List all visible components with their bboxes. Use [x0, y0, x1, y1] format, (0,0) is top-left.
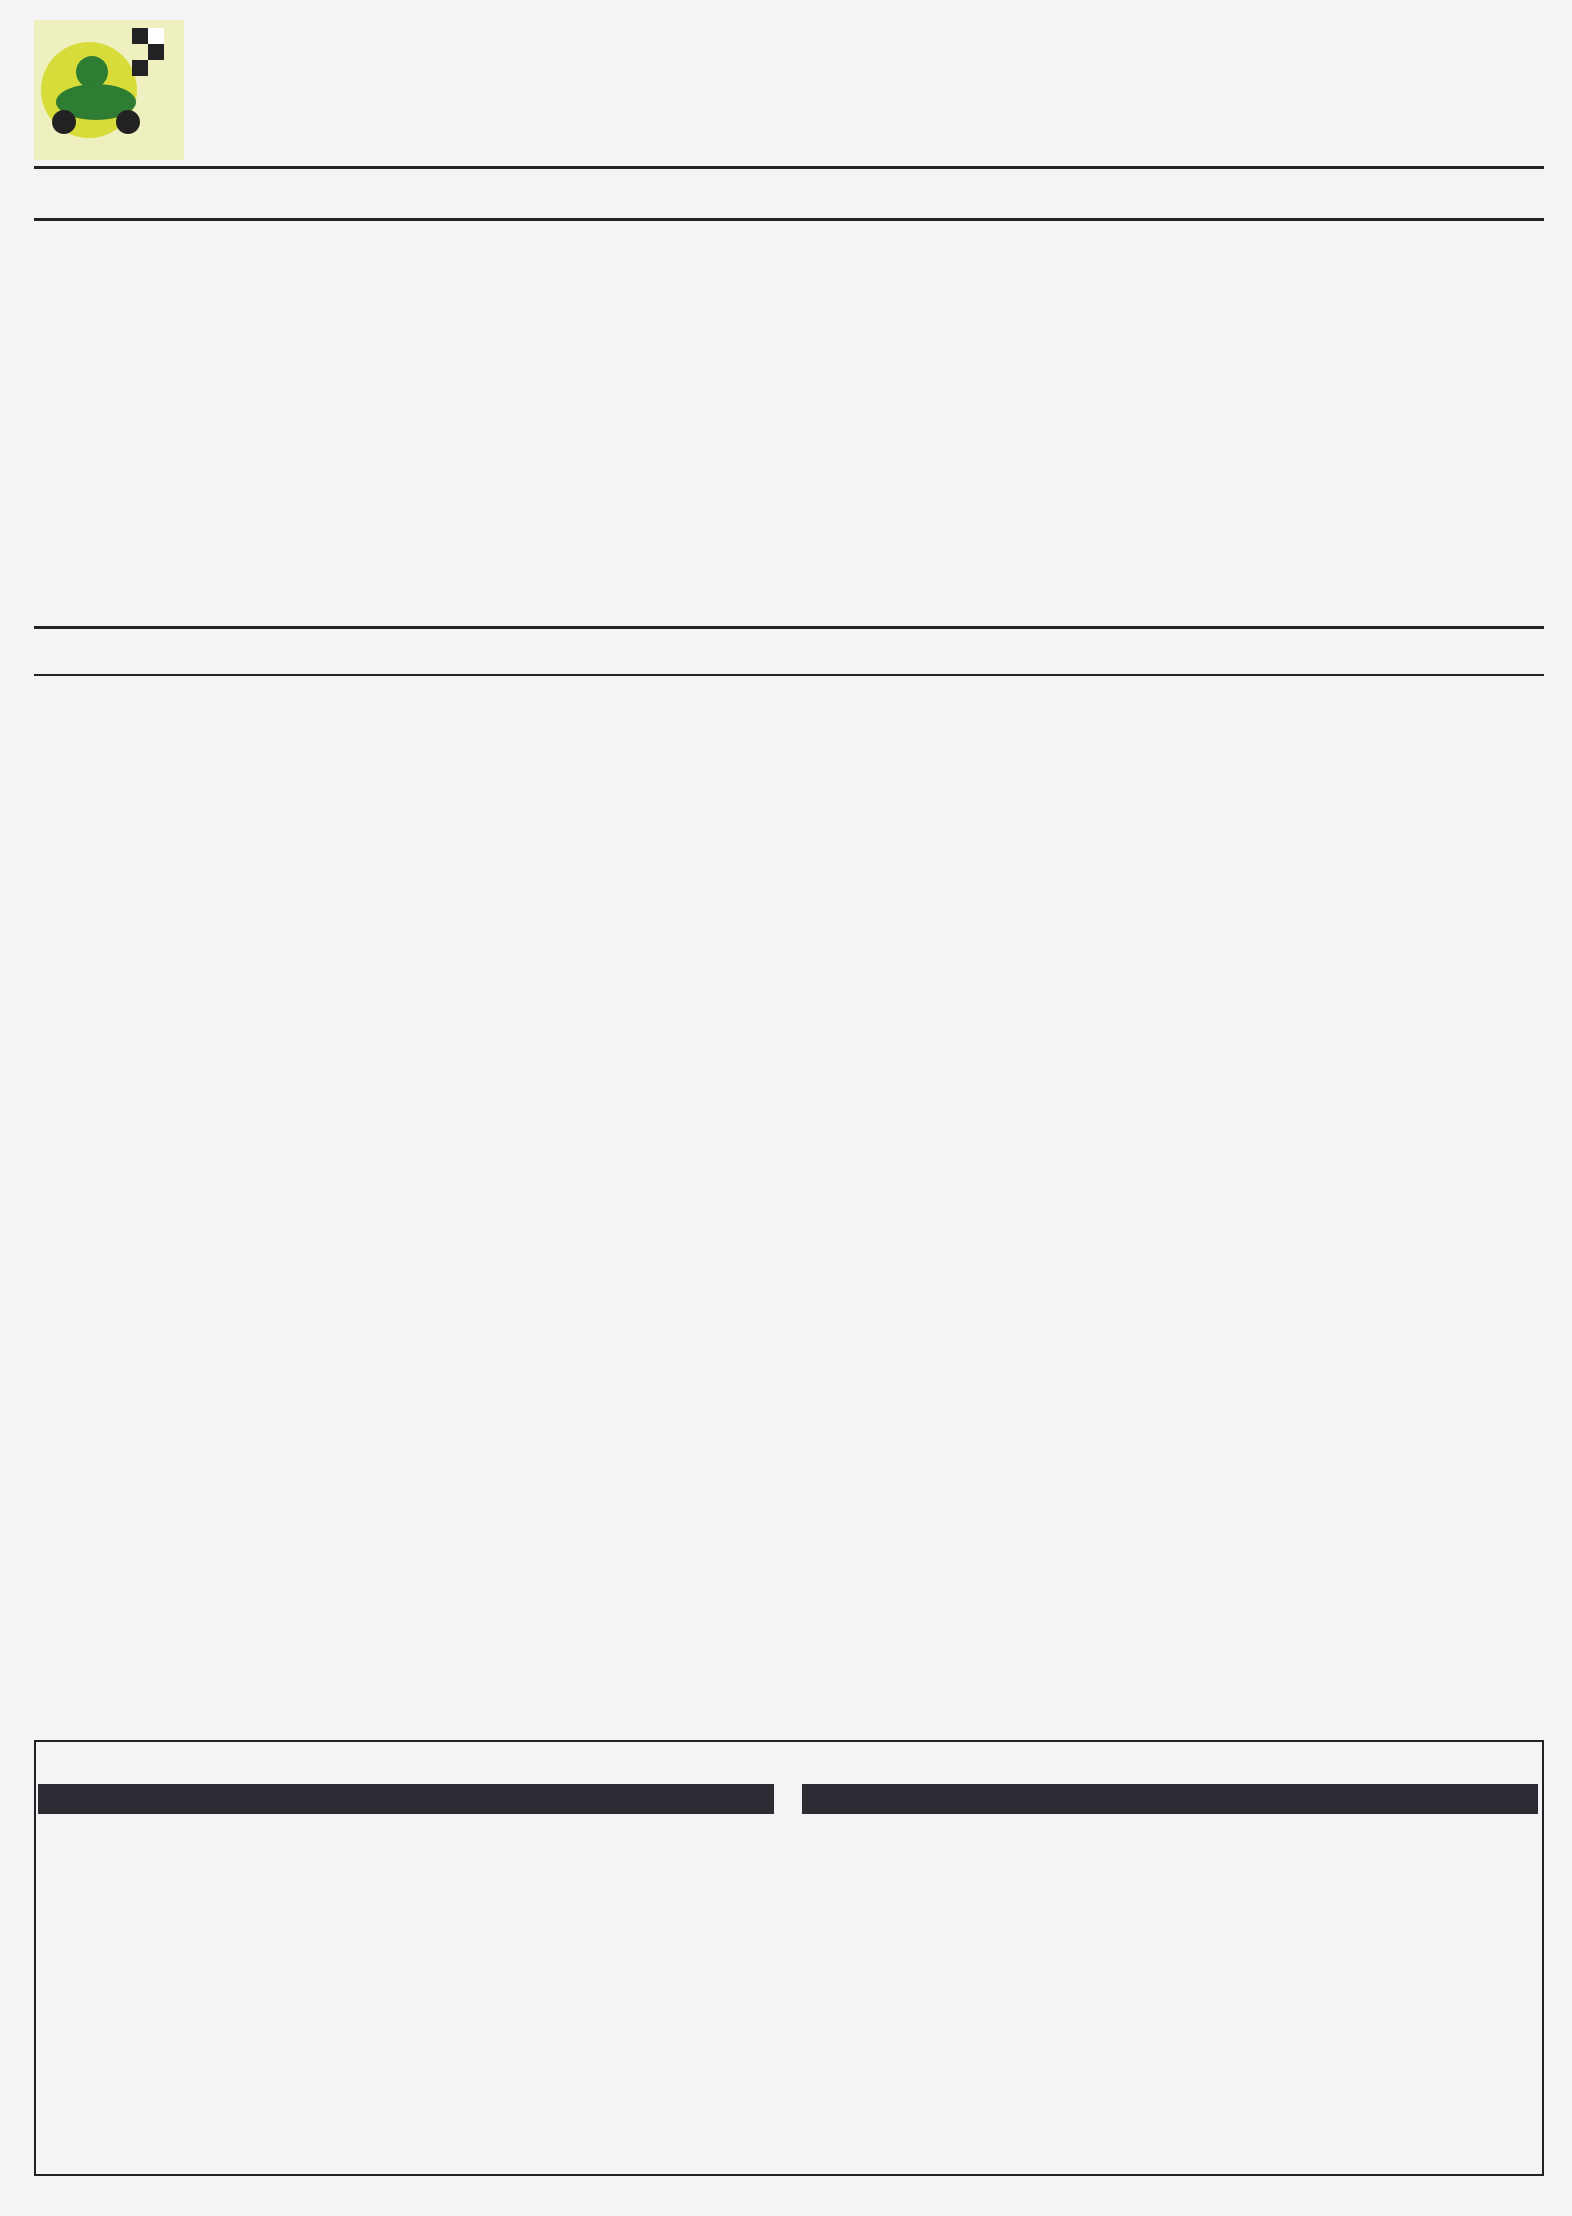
dunois-kart-logo: [34, 20, 794, 170]
results-sheet: [34, 14, 1544, 2204]
best-of-week-panel: [802, 1784, 1542, 2170]
header-divider: [34, 166, 1544, 169]
classification-divider: [34, 626, 1544, 629]
best-times-box: [34, 1740, 1544, 2176]
history-divider: [34, 674, 1544, 676]
best-of-week-title: [802, 1784, 1538, 1814]
title-divider: [34, 218, 1544, 221]
kart-emblem-icon: [34, 20, 184, 160]
classification-table: [34, 222, 1544, 626]
best-of-day-panel: [38, 1784, 778, 2170]
best-of-day-title: [38, 1784, 774, 1814]
